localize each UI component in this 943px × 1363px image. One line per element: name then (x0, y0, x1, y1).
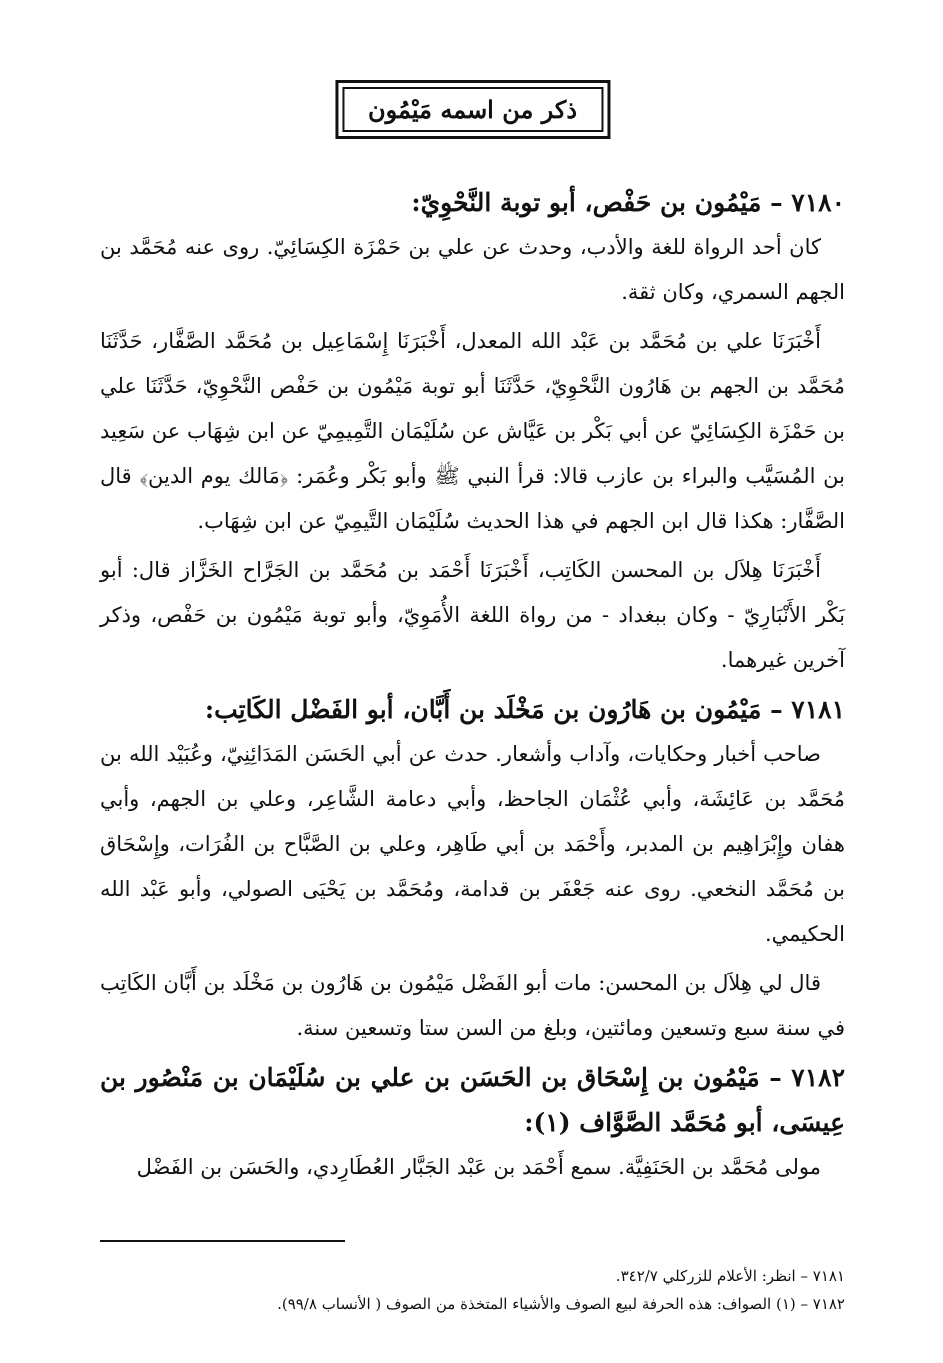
footnotes (100, 1262, 845, 1318)
entry-heading: ٧١٨١ – مَيْمُون بن هَارُون بن مَخْلَد بن أَبَّان، أبو الفَضْل الكَاتِب: (204, 695, 845, 724)
footnote: ٧١٨٢ – (١) الصواف: هذه الحرفة لبيع الصوف والأشياء المتخذة من الصوف ( الأنساب ٩٩/٨). (277, 1295, 845, 1313)
entry-heading: ٧١٨٠ – مَيْمُون بن حَفْص، أبو توبة النَّحْوِيّ: (411, 188, 845, 217)
section-title-frame (335, 80, 610, 139)
entry-paragraph: أَخْبَرَنَا علي بن مُحَمَّد بن عَبْد الله المعدل، أَخْبَرَنَا إِسْمَاعِيل بن مُحَمَّد الصَّفَّار، حَدَّثَنَا مُحَمَّد بن الجهم بن هَارُون النَّحْوِيّ، حَدَّثَنَا أبو توبة مَيْمُون بن حَفْص النَّحْوِيّ، حَدَّثَنَا علي بن حَمْزَة الكِسَائِيّ عن أبي بَكْر بن عَيَّاش عن سُلَيْمَان التَّمِيمِيّ عن ابن شِهَاب عن سَعِيد بن المُسَيَّب والبراء بن عازب قالا: قرأ النبي ﷺ وأبو بَكْر وعُمَر: ﴿مَالك يوم الدين﴾ قال الصَّفَّار: هكذا قال ابن الجهم في هذا الحديث سُلَيْمَان التَّيمِيّ عن ابن شِهَاب. (100, 329, 845, 533)
entry-paragraph: صاحب أخبار وحكايات، وآداب وأشعار. حدث عن أبي الحَسَن المَدَائِنِيّ، وعُبَيْد الله بن مُحَمَّد بن عَائِشَة، وأبي عُثْمَان الجاحظ، وأبي دعامة الشَّاعِر، وعلي بن الجهم، وأبي هفان وإِبْرَاهِيم بن المدبر، وأَحْمَد بن أبي طَاهِر، وعلي بن الصَّبَّاح بن الفُرَات، وإِسْحَاق بن مُحَمَّد النخعي. روى عنه جَعْفَر بن قدامة، ومُحَمَّد بن يَحْيَى الصولي، وأبو عَبْد الله الحكيمي. (100, 742, 845, 946)
entry-paragraph: أَخْبَرَنَا هِلاَل بن المحسن الكَاتِب، أَخْبَرَنَا أَحْمَد بن مُحَمَّد بن الجَرَّاح الخَزَّاز قال: أبو بَكْر الأَنْبَارِيّ - وكان ببغداد - من رواة اللغة الأُمَوِيّ، وأبو توبة مَيْمُون بن حَفْص، وذكر آخرين غيرهما. (100, 558, 845, 672)
entry-7181 (100, 687, 845, 1051)
entry-7180 (100, 180, 845, 683)
entry-7182 (100, 1055, 845, 1190)
entry-heading: ٧١٨٢ – مَيْمُون بن إِسْحَاق بن الحَسَن بن علي بن سُلَيْمَان بن مَنْصُور بن عِيسَى، أبو مُحَمَّد الصَّوَّاف (١): (100, 1063, 845, 1137)
entry-paragraph: قال لي هِلاَل بن المحسن: مات أبو الفَضْل مَيْمُون بن هَارُون بن مَخْلَد بن أَبَّان الكَاتِب في سنة سبع وتسعين ومائتين، وبلغ من السن ستا وتسعين سنة. (100, 971, 845, 1040)
section-title: ذكر من اسمه مَيْمُون (342, 87, 603, 132)
footnote: ٧١٨١ – انظر: الأعلام للزركلي ٣٤٢/٧. (615, 1267, 845, 1285)
entry-paragraph: مولى مُحَمَّد بن الحَنَفِيَّة. سمع أَحْمَد بن عَبْد الجَبَّار العُطَارِدي، والحَسَن بن الفَضْل (136, 1155, 821, 1179)
entry-paragraph: كان أحد الرواة للغة والأدب، وحدث عن علي بن حَمْزَة الكِسَائِيّ. روى عنه مُحَمَّد بن الجهم السمري، وكان ثقة. (100, 235, 845, 304)
footnote-separator (100, 1240, 345, 1242)
page-body (100, 180, 845, 1194)
book-page (100, 0, 845, 1363)
